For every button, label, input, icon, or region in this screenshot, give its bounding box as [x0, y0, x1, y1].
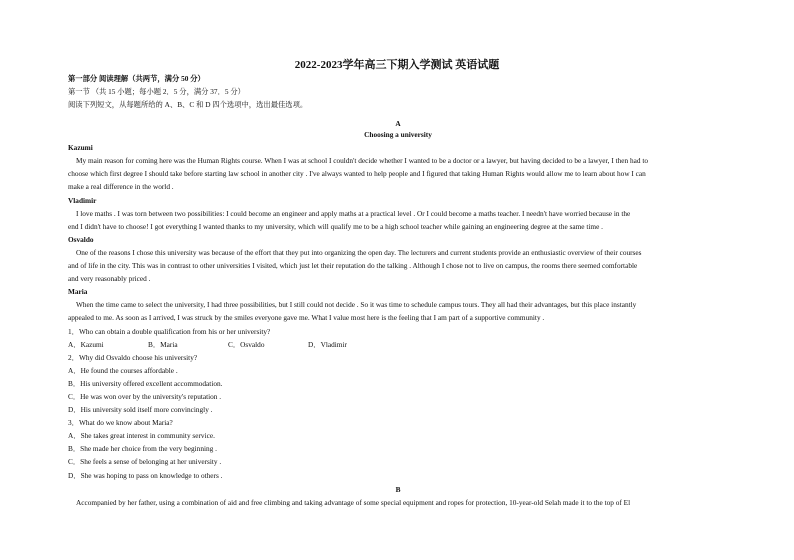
paragraph-line: When the time came to select the university, I had three possibilities, but I still could not decide . So it was time to schedule campus tours. They all had their advantages, but this place instantly [76, 300, 637, 310]
paragraph-line: end I didn't have to choose! I got everything I wanted thanks to my university, which will qualify me to be a high school teacher while gaining an engineering degree at the same time . [68, 221, 603, 231]
option-d: D．Vladimir [308, 339, 347, 349]
option-c: C．She feels a sense of belonging at her university . [68, 457, 222, 467]
speaker-name: Osvaldo [68, 234, 94, 244]
question-1-options [68, 338, 728, 351]
option-a: A．She takes great interest in community service. [68, 431, 215, 441]
question-1: 1．Who can obtain a double qualification from his or her university? [68, 326, 271, 336]
paragraph-line: make a real difference in the world . [68, 182, 174, 192]
passage-title: Choosing a university [364, 130, 432, 140]
passage-letter: B [395, 484, 401, 494]
speaker-name: Kazumi [68, 143, 93, 153]
option-b: B．Maria [148, 339, 178, 349]
question-2: 2．Why did Osvaldo choose his university? [68, 352, 198, 362]
part1-header [68, 72, 728, 111]
question-3: 3．What do we know about Maria? [68, 418, 173, 428]
page-title: 2022-2023学年高三下期入学测试 英语试题 [294, 59, 500, 71]
paragraph-line: appealed to me. As soon as I arrived, I was struck by the smiles everyone gave me. What I value most here is the feeling that I am part of a supportive community . [68, 313, 545, 323]
paragraph-line: My main reason for coming here was the Human Rights course. When I was at school I couldn't decide whether I wanted to be a doctor or a lawyer, but having decided to be a lawyer, I then had to [76, 156, 649, 166]
option-a: A．Kazumi [68, 339, 104, 349]
paragraph-line: I love maths . I was torn between two possibilities: I could become an engineer and apply maths at a practical level . Or I could become a maths teacher. I needn't have worried because in the [76, 208, 631, 218]
passage-a [68, 117, 728, 509]
paragraph-line: and very reasonably priced . [68, 274, 151, 284]
speaker-name: Vladimir [68, 195, 97, 205]
paragraph-line: and of life in the city. This was in contrast to other universities I visited, which just let their reputation do the talking . Although I chose not to live on campus, the rooms there seemed comfortable [68, 261, 638, 271]
option-d: D．His university sold itself more convincingly . [68, 405, 213, 415]
option-b: B．His university offered excellent accommodation. [68, 378, 223, 388]
option-d: D．She was hoping to pass on knowledge to others . [68, 470, 223, 480]
option-c: C．Osvaldo [228, 339, 265, 349]
option-c: C．He was won over by the university's reputation . [68, 391, 222, 401]
section-heading: 第一节 （共 15 小题；每小题 2．5 分，满分 37．5 分） [68, 87, 245, 97]
passage-letter: A [395, 119, 401, 128]
option-a: A．He found the courses affordable . [68, 365, 178, 375]
instruction-text: 阅读下列短文，从每题所给的 A、B、C 和 D 四个选项中，选出最佳选项。 [68, 100, 308, 110]
paragraph-line: One of the reasons I chose this university was because of the effort that they put into organizing the open day. The lecturers and current students provide an enthusiastic overview of their courses [76, 247, 642, 257]
option-b: B．She made her choice from the very beginning . [68, 444, 217, 454]
paragraph-line: choose which first degree I should take before starting law school in another city . I've always wanted to help people and I figured that taking Human Rights would allow me to learn about how I can [68, 169, 646, 179]
part-heading: 第一部分 阅读理解（共两节，满分 50 分） [68, 74, 205, 83]
speaker-name: Maria [68, 287, 88, 297]
paragraph-line: Accompanied by her father, using a combination of aid and free climbing and taking advantage of some special equipment and ropes for protection, 10-year-old Selah made it to the top of El [76, 497, 631, 507]
